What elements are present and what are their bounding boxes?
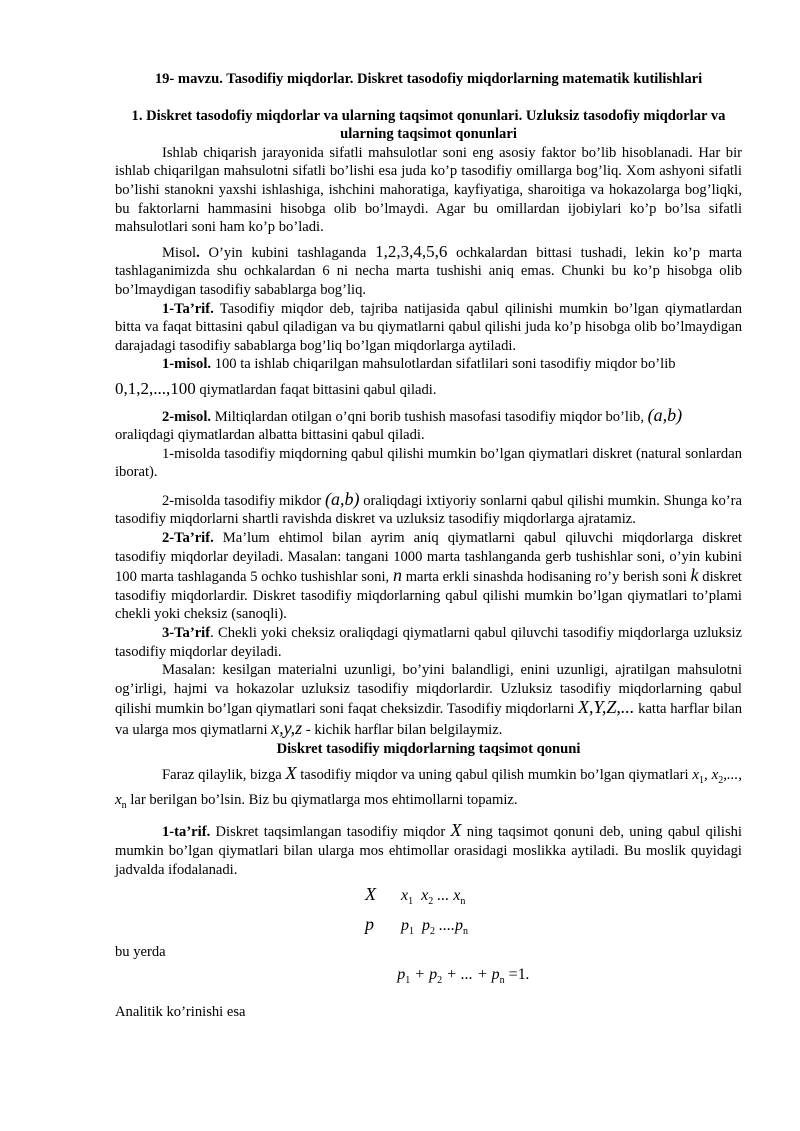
definition-3: [115, 624, 742, 661]
example-1-cont: [115, 380, 742, 400]
paragraph-example-2-note: [115, 490, 742, 529]
dash: -: [302, 722, 311, 738]
distribution-row-x: X $x_1$ $x_2$ ... $x_n$: [365, 884, 466, 908]
values-list-math: $x_1$, $x_2$,..., $x_n$: [115, 767, 742, 811]
range-math: 0,1,2,...,100: [115, 378, 196, 398]
definition-label: 1-Ta’rif.: [162, 300, 214, 317]
suppose-text-b: tasodifiy miqdor va uning qabul qilish mumkin bo’lgan qiymatlari: [296, 767, 693, 784]
example-1-label: 1-misol.: [162, 356, 212, 373]
X-math: X: [285, 763, 297, 784]
paragraph-continuous: [115, 661, 742, 739]
continuous-text-b: katta harflar bilan va ularga mos qiymatlarni: [115, 701, 743, 738]
example-label-dot: .: [196, 244, 200, 261]
definition-3-label: 3-Ta’rif: [162, 625, 211, 642]
definition-text: Tasodifiy miqdor deb, tajriba natijasida qabul qilinishi mumkin bo’lgan qiymatlardan bitta va faqat bittasini qabul qiladigan va bu qiymatlarni qabul qilishi juda ko’p hisobga olib bo’lmaydigan darajadagi tasodifiy sabablarga bog’liq bo’lgan miqdorlarga aytiladi.: [115, 300, 742, 354]
definition-law: [115, 821, 742, 879]
row-label-x: X: [365, 884, 376, 905]
continuous-text-c: kichik harflar bilan belgilaymiz.: [310, 722, 503, 738]
paragraph-suppose: [115, 764, 742, 815]
section-title: 1. Diskret tasodofiy miqdorlar va ularning taqsimot qonunlari. Uzluksiz tasodofiy miqdorlar va ularning taqsimot qonunlari: [131, 107, 726, 143]
definition-3-text: . Chekli yoki cheksiz oraliqdagi qiymatlarni qabul qiluvchi tasodifiy miqdorlarga uzluksiz tasodifiy miqdorlar deyiladi.: [115, 625, 742, 660]
row-label-p: p: [365, 914, 374, 935]
definition-2-text: Ma’lum ehtimol bilan ayrim aniq qiymatlarni qabul qiluvchi miqdorlarga diskret tasodifiy miqdorlar deyiladi. Masalan: tangani 1000 marta tashlanganda gerb tushishlar soni, o’yin kubini 100 marta tashlaganda 5 ochko tushishlar soni,: [115, 530, 742, 586]
n-math: n: [392, 565, 402, 586]
sum-equation: $p_1 + p_2$ + ... + $p_n =1$.: [397, 965, 530, 986]
sum-dot: .: [525, 965, 530, 983]
suppose-text: Faraz qilaylik, bizga: [162, 767, 286, 784]
k-math: k: [690, 565, 699, 586]
definition-law-text: Diskret taqsimlangan tasodifiy miqdor: [210, 824, 451, 841]
interval-math: (a,b): [647, 404, 683, 425]
interval-math-2: (a,b): [324, 488, 360, 509]
page-title: 19- mavzu. Tasodifiy miqdorlar. Diskret tasodofiy miqdorlarning matematik kutilishlari: [154, 71, 703, 87]
example-label: Misol: [162, 244, 197, 261]
distribution-row-p: p $p_1$ $p_2$ $....p_n$: [365, 914, 468, 938]
example-1-text: 100 ta ishlab chiqarilgan mahsulotlardan sifatlilari soni tasodifiy miqdor bo’lib: [211, 356, 676, 373]
example-2-label: 2-misol.: [162, 408, 212, 425]
suppose-text-c: lar berilgan bo’lsin. Biz bu qiymatlarga mos ehtimollarni topamiz.: [126, 791, 518, 808]
document-page: [115, 70, 742, 1021]
definition-2-label: 2-Ta’rif.: [162, 530, 214, 547]
definition-2: [115, 529, 742, 624]
example-1: [115, 355, 742, 374]
definition-2-text-b: marta erkli sinashda hodisaning ro’y berish soni: [401, 569, 691, 586]
note-text-cont: oraliqdagi ixtiyoriy sonlarni qabul qilishi mumkin. Shunga ko’ra tasodifiy miqdorlarni shartli ravishda diskret va uzluksiz tasodifiy miqdorlarga ajratamiz.: [115, 492, 743, 528]
paragraph-example-1-note: 1-misolda tasodifiy miqdorning qabul qilishi mumkin bo’lgan qiymatlari diskret (natural sonlardan iborat).: [115, 445, 742, 481]
example-2: [115, 406, 742, 427]
uppercase-vars-math: X,Y,Z,...: [578, 697, 635, 718]
definition-2-text-c: diskret tasodifiy miqdorlardir. Diskret tasodifiy miqdorlarning qabul qilishi mumkin bo’lgan qiymatlari to’plami chekli yoki cheksiz (sanoqli).: [115, 569, 742, 623]
example-text: O’yin kubini tashlaganda: [199, 244, 376, 261]
section-2-title: Diskret tasodifiy miqdorlarning taqsimot qonuni: [276, 740, 581, 757]
dice-values-math: 1,2,3,4,5,6: [375, 241, 448, 261]
example-1-tail: qiymatlardan faqat bittasini qabul qiladi.: [195, 381, 437, 398]
definition-law-label: 1-ta’rif.: [162, 824, 211, 841]
paragraph-example-dice: [115, 243, 742, 300]
X-math-2: X: [450, 820, 462, 841]
analytic-form-label: Analitik ko’rinishi esa: [115, 1003, 246, 1020]
definition-law-text-b: ning taqsimot qonuni deb, uning qabul qilishi mumkin bo’lgan qiymatlari bilan ularga mos ehtimollar orasidagi moslikka aytiladi. Bu moslik quyidagi jadvalda ifodalanadi.: [115, 824, 742, 878]
example-2-tail: oraliqdagi qiymatlardan albatta bittasini qabul qiladi.: [115, 427, 425, 444]
note-text: 2-misolda tasodifiy mikdor: [162, 492, 325, 509]
bu-yerda-label: bu yerda: [115, 944, 166, 961]
paragraph-intro: Ishlab chiqarish jarayonida sifatli mahsulotlar soni eng asosiy faktor bo’lib hisoblanadi. Har bir ishlab chiqarilgan mahsulotni sifatli bo’lishi esa juda ko’p tasodifiy omillarga bog’liq. Xom ashyoni sifatli bo’lishi stanokni yaxshi ishlashiga, ishchini mahoratiga, kayfiyatiga, sharoitiga va hokazolarga bog’liqki, bu faktorlarni hammasini hisobga olib bo’lmaydi. Agar bu omillardan ijobiylari ko’p bo’lsa sifatli mahsulotlari soni ham ko’p bo’ladi.: [115, 144, 742, 236]
lowercase-vars-math: x,y,z: [271, 718, 303, 738]
distribution-table: [115, 879, 742, 943]
example-2-text: Miltiqlardan otilgan o’qni borib tushish masofasi tasodifiy miqdor bo’lib,: [211, 408, 648, 425]
definition-1: [115, 300, 742, 356]
continuous-text: Masalan: kesilgan materialni uzunligi, bo’yini balandligi, enini uzunligi, ajratilgan mahsulotni og’irligi, hajmi va hokazolar uzluksiz tasodifiy miqdorlardir. Uzluksiz tasodifiy miqdorlarning qabul qilishi mumkin bo’lgan qiymatlari soni faqat cheksizdir. Tasodifiy miqdorlarni: [115, 662, 742, 718]
example-text-cont: ochkalardan bittasi tushadi, lekin ko’p marta tashlaganimizda shu ochkalardan 6 ni necha marta tushishi aniq emas. Chunki bu ko’p hisobga olib bo’lmaydigan tasodifiy sabablarga bog’liq.: [115, 244, 742, 298]
